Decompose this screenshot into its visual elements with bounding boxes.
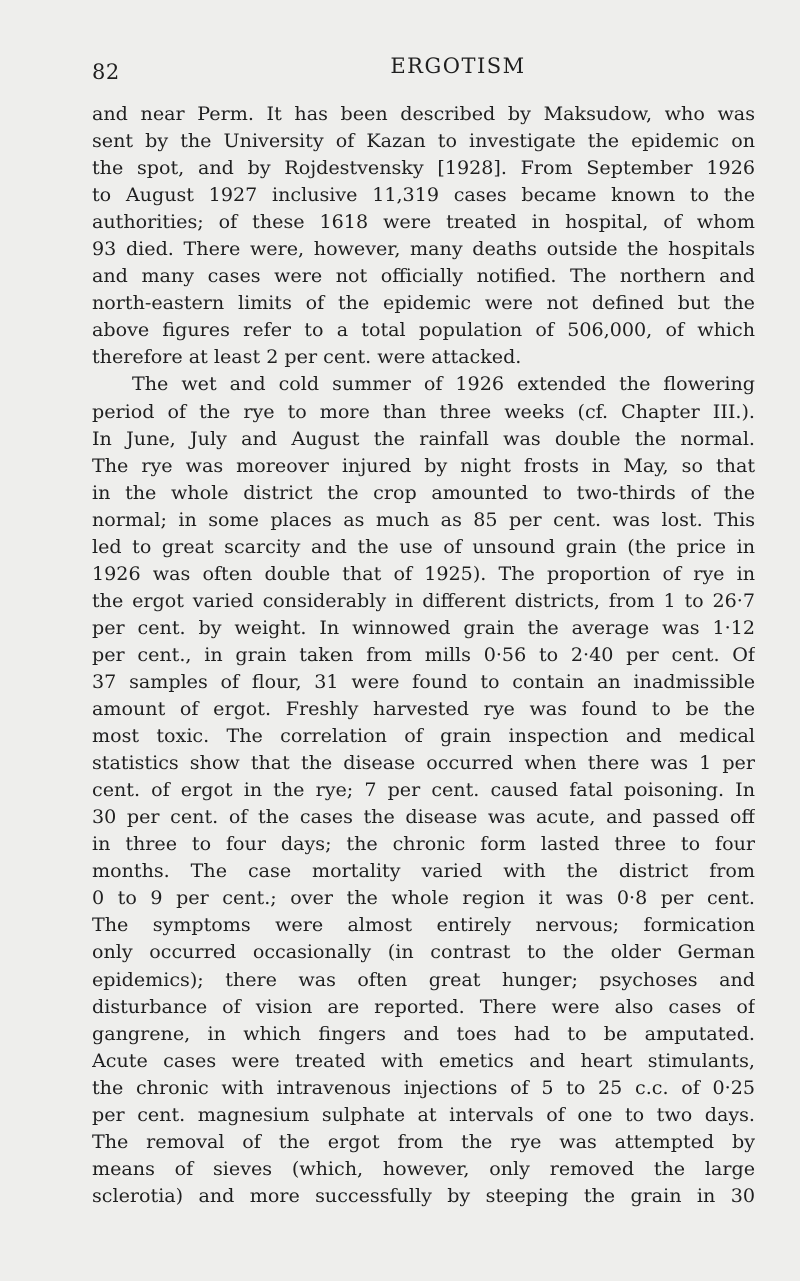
text-line: 37 samples of flour, 31 were found to contain an inadmissible bbox=[92, 669, 755, 693]
text-line: led to great scarcity and the use of unsound grain (the price in bbox=[92, 534, 755, 558]
text-line: the spot, and by Rojdestvensky [1928]. From September 1926 bbox=[92, 156, 755, 180]
page-number: 82 bbox=[92, 60, 120, 84]
text-line: sent by the University of Kazan to investigate the epidemic on bbox=[92, 129, 755, 153]
text-line: sclerotia) and more successfully by steeping the grain in 30 bbox=[92, 1183, 755, 1207]
text-line: per cent. magnesium sulphate at intervals of one to two days. bbox=[92, 1102, 755, 1126]
text-line: 1926 was often double that of 1925). The proportion of rye in bbox=[92, 561, 755, 585]
text-line: the chronic with intravenous injections of 5 to 25 c.c. of 0·25 bbox=[92, 1075, 755, 1099]
text-line: cent. of ergot in the rye; 7 per cent. caused fatal poisoning. In bbox=[92, 778, 755, 802]
text-line: means of sieves (which, however, only removed the large bbox=[92, 1156, 755, 1180]
text-line: The wet and cold summer of 1926 extended the flowering bbox=[132, 372, 755, 396]
text-line: most toxic. The correlation of grain inspection and medical bbox=[92, 724, 755, 748]
text-line: 30 per cent. of the cases the disease was acute, and passed off bbox=[92, 805, 755, 829]
body-text bbox=[92, 100, 755, 1209]
text-line: 0 to 9 per cent.; over the whole region it was 0·8 per cent. bbox=[92, 886, 755, 910]
text-line: above figures refer to a total population of 506,000, of which bbox=[92, 318, 755, 342]
text-line: gangrene, in which fingers and toes had to be amputated. bbox=[92, 1021, 755, 1045]
text-line: disturbance of vision are reported. There were also cases of bbox=[92, 994, 755, 1018]
text-line: authorities; of these 1618 were treated in hospital, of whom bbox=[92, 210, 755, 234]
text-line: the ergot varied considerably in different districts, from 1 to 26·7 bbox=[92, 588, 755, 612]
text-line: amount of ergot. Freshly harvested rye was found to be the bbox=[92, 697, 755, 721]
text-line: The symptoms were almost entirely nervous; formication bbox=[92, 913, 755, 937]
text-line: normal; in some places as much as 85 per cent. was lost. This bbox=[92, 507, 755, 531]
text-line: In June, July and August the rainfall was double the normal. bbox=[92, 426, 755, 450]
text-line: period of the rye to more than three weeks (cf. Chapter III.). bbox=[92, 399, 755, 423]
text-line: to August 1927 inclusive 11,319 cases became known to the bbox=[92, 183, 755, 207]
text-line: therefore at least 2 per cent. were attacked. bbox=[92, 345, 522, 369]
text-line: statistics show that the disease occurred when there was 1 per bbox=[92, 751, 755, 775]
text-line: Acute cases were treated with emetics and heart stimulants, bbox=[92, 1048, 755, 1072]
text-line: and near Perm. It has been described by Maksudow, who was bbox=[92, 102, 755, 125]
text-line: and many cases were not officially notified. The northern and bbox=[92, 264, 755, 288]
text-line: in three to four days; the chronic form lasted three to four bbox=[92, 832, 755, 856]
page-header bbox=[92, 52, 754, 86]
text-line: only occurred occasionally (in contrast to the older German bbox=[92, 940, 755, 964]
text-line: per cent. by weight. In winnowed grain the average was 1·12 bbox=[92, 615, 755, 639]
text-line: in the whole district the crop amounted to two-thirds of the bbox=[92, 480, 755, 504]
text-line: months. The case mortality varied with the district from bbox=[92, 859, 755, 883]
text-line: The removal of the ergot from the rye was attempted by bbox=[92, 1129, 755, 1153]
text-line: 93 died. There were, however, many deaths outside the hospitals bbox=[92, 237, 755, 261]
text-line: north-eastern limits of the epidemic were not defined but the bbox=[92, 291, 755, 315]
running-title: ERGOTISM bbox=[390, 54, 526, 78]
text-line: The rye was moreover injured by night frosts in May, so that bbox=[92, 453, 755, 477]
text-line: per cent., in grain taken from mills 0·56 to 2·40 per cent. Of bbox=[92, 642, 755, 666]
text-line: epidemics); there was often great hunger; psychoses and bbox=[92, 967, 755, 991]
